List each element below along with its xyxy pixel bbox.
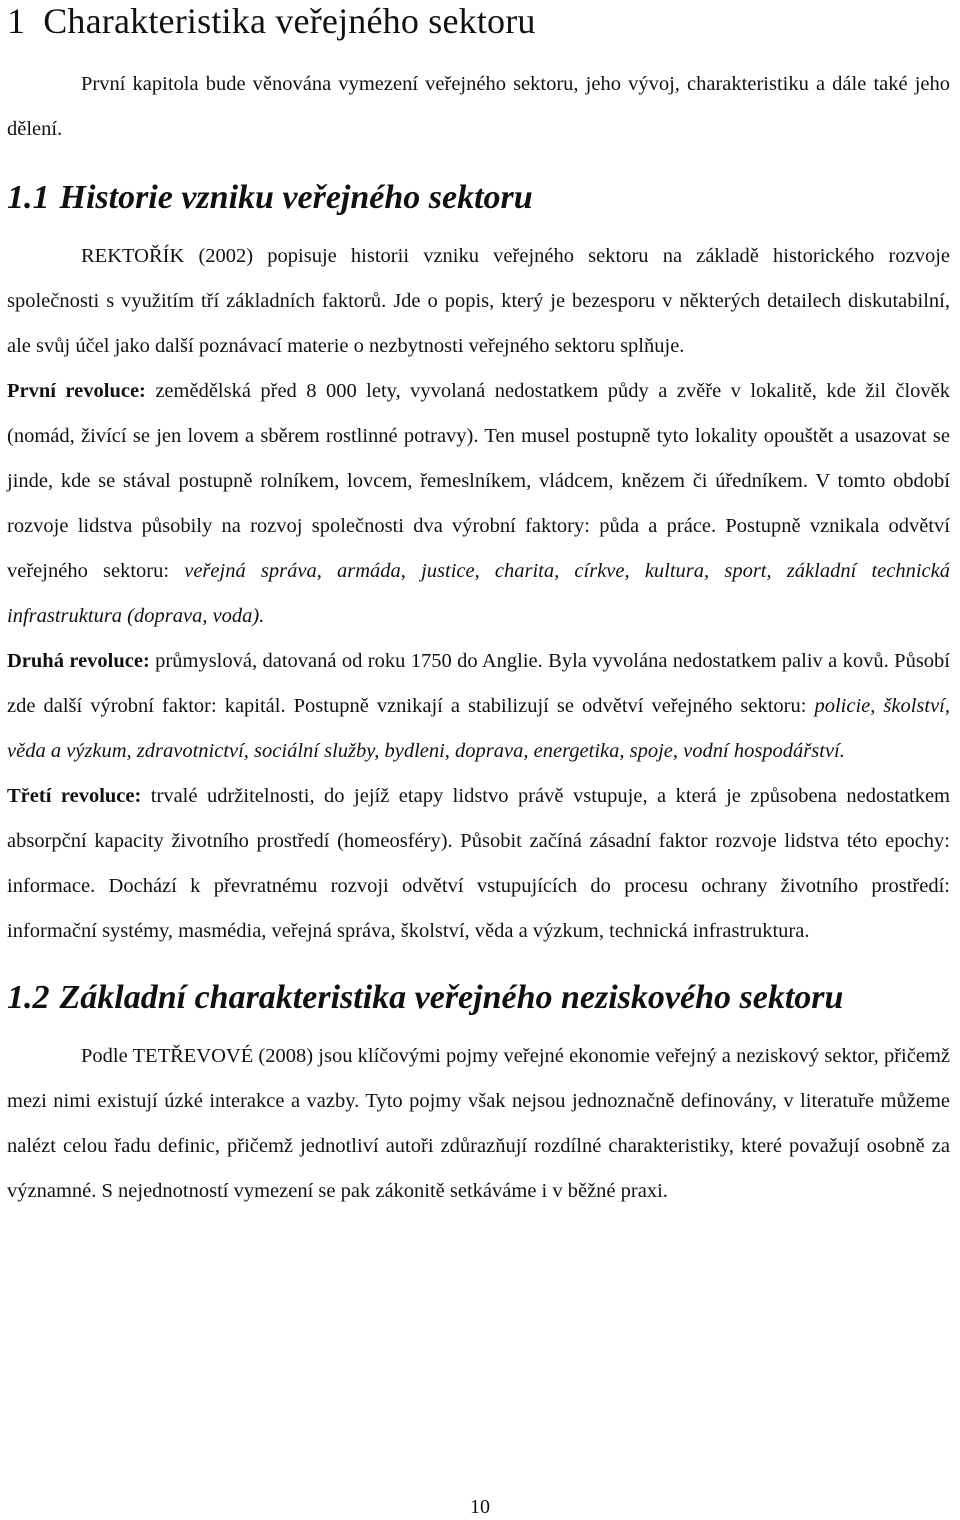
chapter-heading [7, 0, 950, 41]
second-revolution-text: průmyslová, datovaná od roku 1750 do Anglie. Byla vyvolána nedostatkem paliv a kovů. Působí zde další výrobní faktor: kapitál. Postupně vznikají a stabilizují se odvětví veřejného sektoru: [7, 650, 950, 717]
section-1-2-paragraph: Podle TETŘEVOVÉ (2008) jsou klíčovými pojmy veřejné ekonomie veřejný a neziskový sektor, přičemž mezi nimi existují úzké interakce a vazby. Tyto pojmy však nejsou jednoznačně definovány, v literatuře můžeme nalézt celou řadu definic, přičemž jednotliví autoři zdůrazňují rozdílné charakteristiky, které považují osobně za významné. S nejednotností vymezení se pak zákonitě setkáváme i v běžné praxi. [7, 1045, 950, 1202]
chapter-number: 1 [7, 1, 26, 41]
section-1-1-heading [7, 178, 950, 218]
third-revolution-label: Třetí revoluce: [7, 785, 142, 807]
section-1-1-number: 1.1 [7, 179, 50, 216]
section-1-2-heading [7, 978, 950, 1018]
page-number: 10 [470, 1496, 490, 1518]
chapter-intro-paragraph: První kapitola bude věnována vymezení veřejného sektoru, jeho vývoj, charakteristiku a dále také jeho dělení. [7, 73, 950, 140]
second-revolution-sectors: policie, školství, věda a výzkum, zdravotnictví, sociální služby, bydleni, doprava, energetika, spoje, vodní hospodářství. [7, 695, 951, 762]
third-revolution-paragraph [7, 774, 950, 954]
document-page [7, 0, 950, 1214]
section-1-2-number: 1.2 [7, 979, 50, 1016]
first-revolution-text: zemědělská před 8 000 lety, vyvolaná nedostatkem půdy a zvěře v lokalitě, kde žil člověk (nomád, živící se jen lovem a sběrem rostlinné potravy). Ten musel postupně tyto lokality opouštět a usazovat se jinde, kde se stával postupně rolníkem, lovcem, řemeslníkem, vládcem, knězem či úředníkem. V tomto období rozvoje lidstva působily na rozvoj společnosti dva výrobní faktory: půda a práce. Postupně vznikala odvětví veřejného sektoru: [7, 380, 950, 582]
second-revolution-label: Druhá revoluce: [7, 650, 150, 672]
second-revolution-paragraph [7, 639, 950, 774]
third-revolution-text: trvalé udržitelnosti, do jejíž etapy lidstvo právě vstupuje, a která je způsobena nedostatkem absorpční kapacity životního prostředí (homeosféry). Působit začíná zásadní faktor rozvoje lidstva této epochy: informace. Dochází k převratnému rozvoji odvětví vstupujících do procesu ochrany životního prostředí: informační systémy, masmédia, veřejná správa, školství, věda a výzkum, technická infrastruktura. [7, 785, 950, 942]
chapter-title: Charakteristika veřejného sektoru [43, 1, 536, 41]
section-1-2-title: Základní charakteristika veřejného neziskového sektoru [59, 979, 844, 1016]
first-revolution-paragraph [7, 369, 950, 639]
section-1-1-paragraph: REKTOŘÍK (2002) popisuje historii vzniku veřejného sektoru na základě historického rozvoje společnosti s využitím tří základních faktorů. Jde o popis, který je bezesporu v některých detailech diskutabilní, ale svůj účel jako další poznávací materie o nezbytnosti veřejného sektoru splňuje. [7, 245, 950, 357]
section-1-1-title: Historie vzniku veřejného sektoru [59, 179, 533, 216]
first-revolution-label: První revoluce: [7, 380, 146, 402]
first-revolution-sectors: veřejná správa, armáda, justice, charita, církve, kultura, sport, základní technická infrastruktura (doprava, voda). [7, 560, 950, 627]
